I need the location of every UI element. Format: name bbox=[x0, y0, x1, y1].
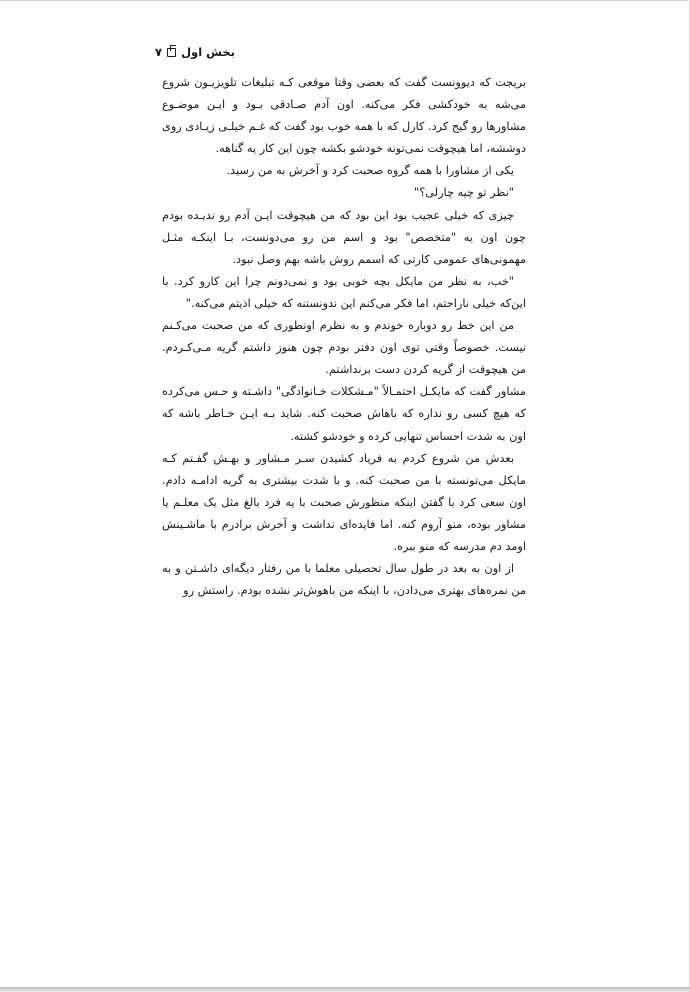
paragraph: "نظر تو چیه چارلی؟" bbox=[414, 186, 514, 200]
page-bottom-shadow bbox=[0, 987, 690, 992]
paragraph: از اون به بعد در طول سال تحصیلی معلما با من رفتار دیگه‌ای داشـتن و به من نمره‌های بهتری می‌دادن، با اینکه من باهوش‌تر نشده بودم. راستش رو bbox=[162, 562, 526, 598]
paragraph: مشاور گفت که مایکـل احتمـالاً "مـشکلات خـانوادگی" داشـته و حـس می‌کرده که هیچ کسی رو نداره که باهاش صحبت کنه. شاید بـه ایـن خـاطر باشه که اون به شدت احساس تنهایی کرده و خودشو کشته. bbox=[162, 385, 526, 443]
paragraph: "خب، به نظر من مایکل بچه خوبی بود و نمی‌دونم چرا این کارو کرد. با این‌که خیلی ناراحتم، اما فکر می‌کنم این ندونستنه که خیلی اذیتم می‌کنه." bbox=[162, 274, 526, 310]
book-icon bbox=[167, 48, 176, 57]
chapter-title: بخش اول bbox=[181, 45, 235, 59]
page-top-border bbox=[0, 0, 688, 1]
paragraph: چیزی که خیلی عجیب بود این بود که من هیچوقت ایـن آدم رو ندیـده بودم چون اون یه "متخصص" بود و اسم من رو می‌دونست، بـا اینکـه مثـل مهمونی‌های عمومی کارتی که اسمم روش باشه بهم وصل نبود. bbox=[162, 208, 526, 266]
page-number: ۷ bbox=[155, 45, 163, 59]
paragraph: یکی از مشاورا با همه گروه صحبت کرد و آخرش به من رسید. bbox=[226, 164, 514, 178]
body-text bbox=[162, 72, 526, 602]
paragraph: بریجت که دیوونست گفت که بعضی وقتا موقعی کـه تبلیغات تلویزیـون شروع می‌شه به خودکشی فکر می‌کنه. اون آدم صـادقی بـود و ایـن موضـوع مشاورها رو گیج کرد. کارل که با همه خوب بود گفت که غـم خیلـی زیـادی روی دوششه، اما هیچوقت نمی‌تونه خودشو بکشه چون این کار یه گناهه. bbox=[162, 76, 526, 156]
paragraph: بعدش من شروع کردم به فریاد کشیدن سـر مـشاور و بهـش گفـتم کـه مایکل می‌تونسته با من صحبت کنه. و با شدت بیشتری به گریه ادامـه دادم. اون سعی کرد با گفتن اینکه منظورش صحبت با یه فرد بالغ مثل یک معلـم یا مشاور بوده، منو آروم کنه. اما فایده‌ای نداشت و آخرش برادرم با ماشـینش اومد دم مدرسه که منو ببره. bbox=[162, 451, 526, 553]
paragraph: من این خط رو دوباره خوندم و به نظرم اونطوری که من صحبت می‌کـنم نیست. خصوصاً وقتی توی اون دفتر بودم چون هنوز داشتم گریه مـی‌کـردم. من هیچوقت از گریه کردن دست برنداشتم. bbox=[162, 319, 526, 377]
running-head bbox=[115, 44, 235, 60]
